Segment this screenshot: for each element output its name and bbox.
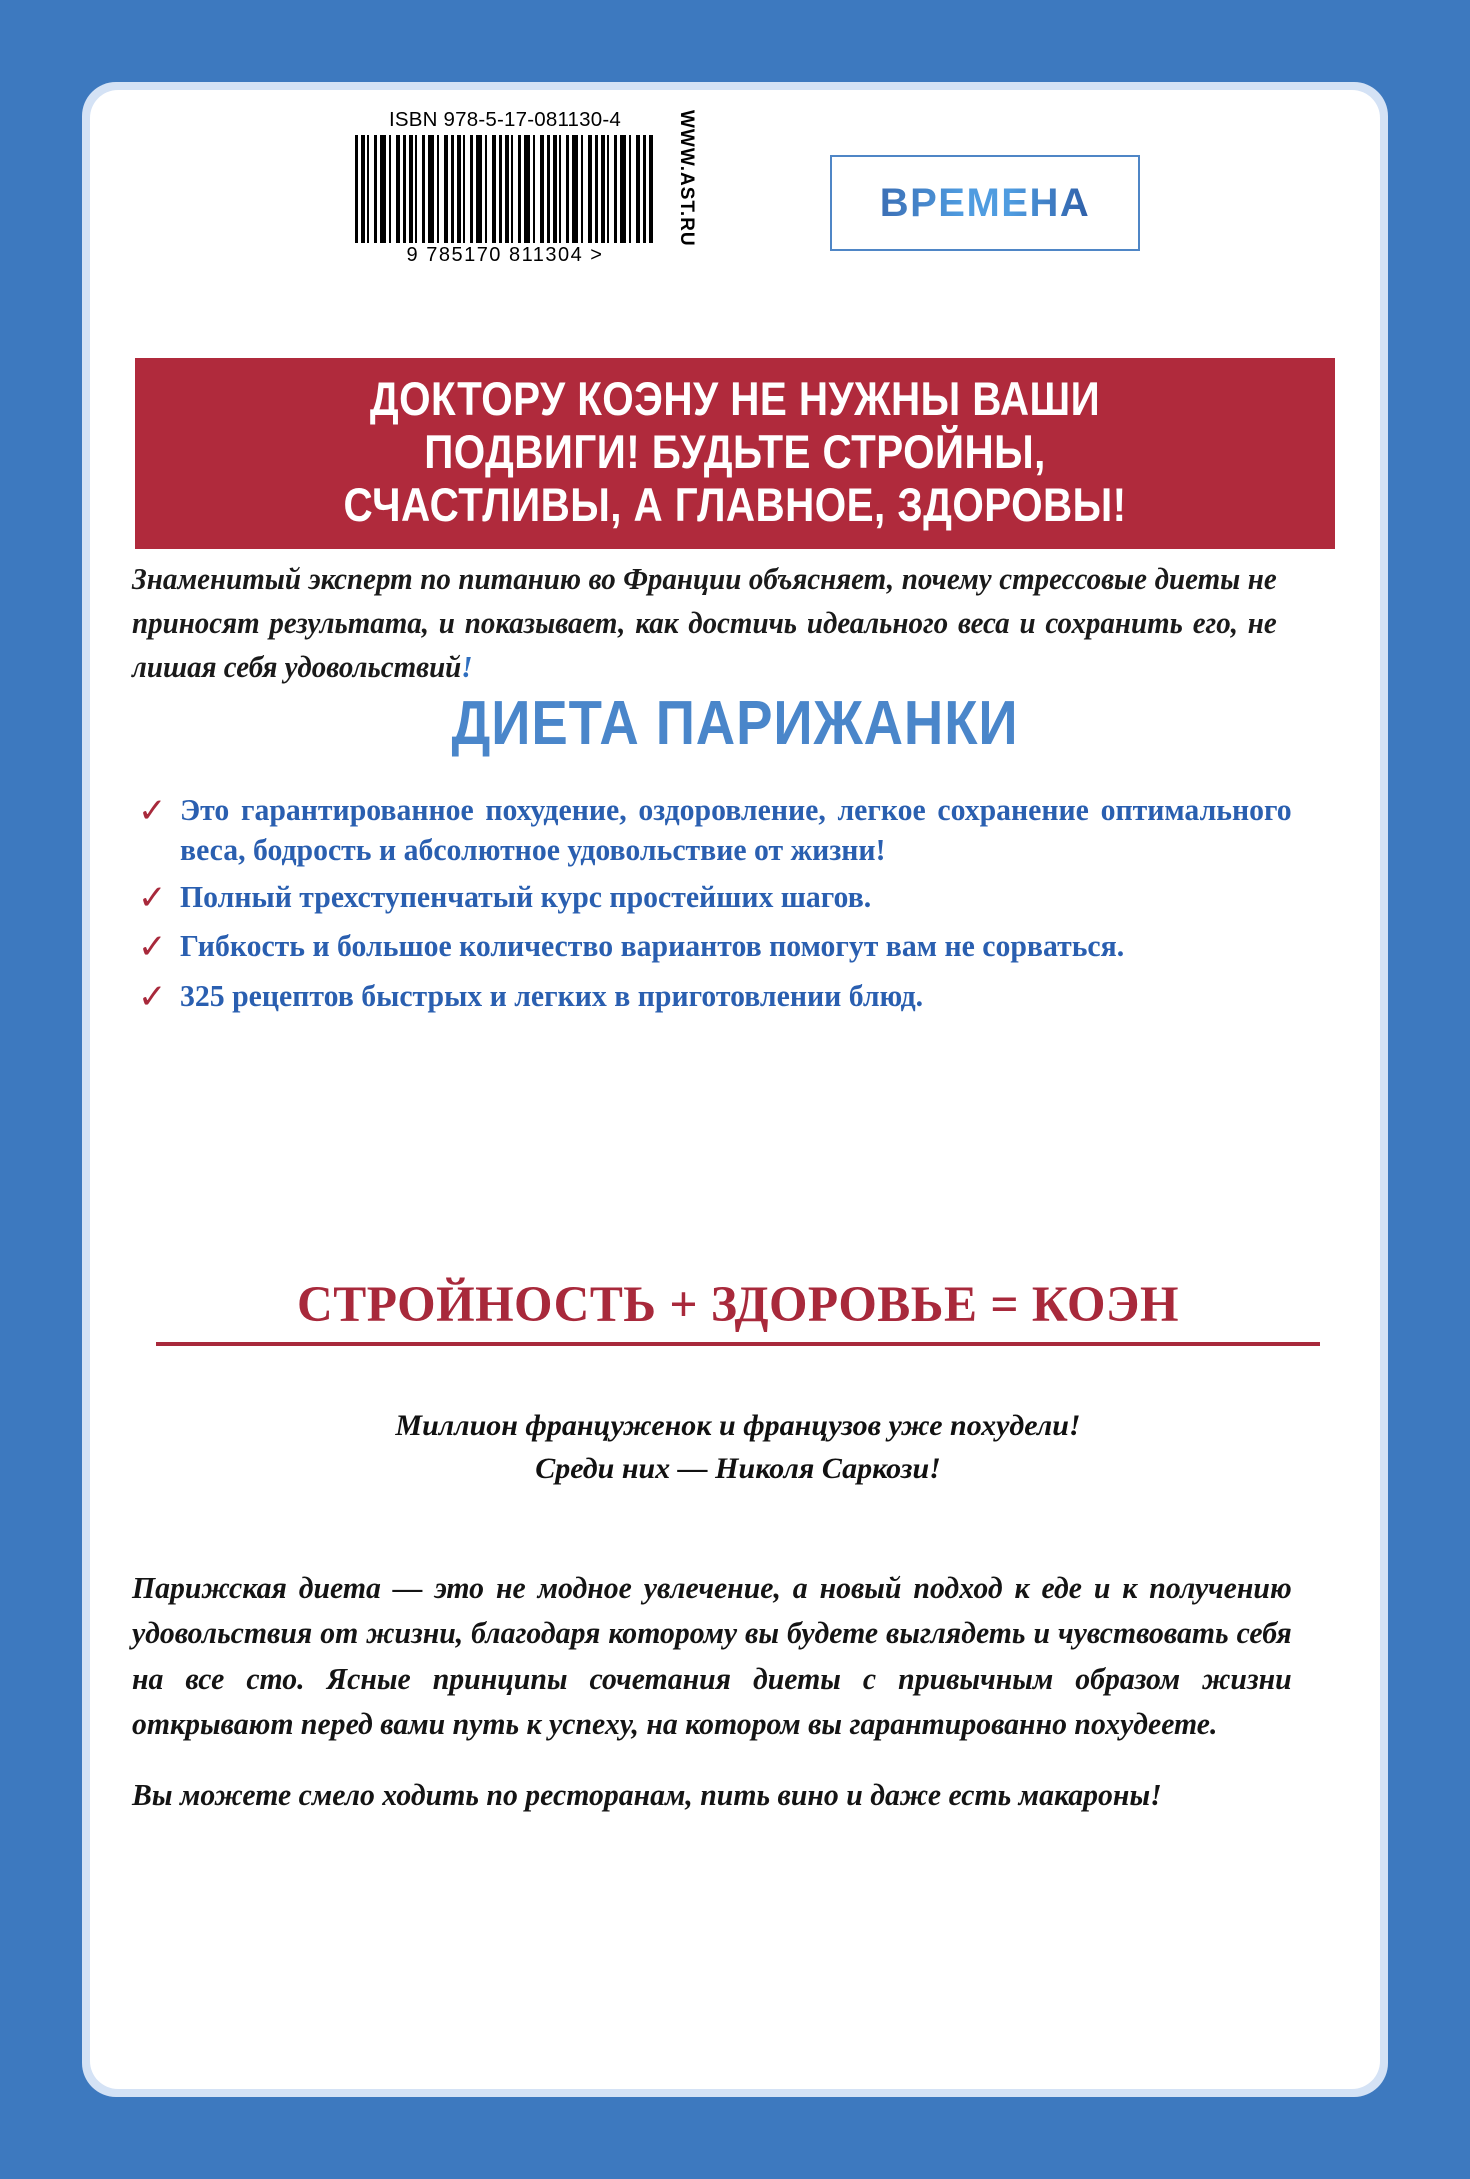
intro-exclamation: ! <box>461 649 473 684</box>
closing-text <box>132 1565 1340 1843</box>
barcode-digits: 9 785170 811304 > <box>406 244 604 266</box>
closing-paragraph-1: Парижская диета — это не модное увлечение, а новый подход к еде и к получению удовольствия от жизни, благодаря которому вы будете выглядеть и чувствовать себя на все сто. Ясные принципы сочетания диеты с привычным образом жизни открывают перед вами путь к успеху, на котором вы гарантированно похудеете. <box>132 1570 1292 1741</box>
check-icon: ✓ <box>138 877 167 918</box>
content-panel <box>90 90 1380 2089</box>
closing-paragraph-2: Вы можете смело ходить по ресторанам, пить вино и даже есть макароны! <box>132 1777 1162 1812</box>
list-item-label: Это гарантированное похудение, оздоровление, легкое сохранение оптимального веса, бодрость и абсолютное удовольствие от жизни! <box>180 792 1292 868</box>
list-item-label: Гибкость и большое количество вариантов помогут вам не сорваться. <box>180 928 1125 964</box>
list-item <box>138 926 1338 970</box>
list-item <box>138 790 1338 871</box>
endorsement-quote <box>138 1405 1338 1490</box>
publisher-name: ВРЕМЕНА <box>879 180 1091 225</box>
check-icon: ✓ <box>138 927 167 968</box>
publisher-logo-box <box>830 155 1140 251</box>
barcode-block <box>345 108 665 267</box>
isbn-label: ISBN 978-5-17-081130-4 <box>389 108 621 131</box>
slogan-line: СТРОЙНОСТЬ + ЗДОРОВЬЕ = КОЭН <box>156 1276 1320 1346</box>
top-row <box>90 90 1380 350</box>
list-item <box>138 976 1338 1020</box>
feature-list <box>138 790 1338 1025</box>
quote-line-1: Миллион француженок и французов уже похудели! <box>395 1409 1081 1442</box>
list-item-label: Полный трехступенчатый курс простейших шагов. <box>180 878 872 914</box>
check-icon: ✓ <box>138 791 167 831</box>
barcode-bars <box>355 135 655 243</box>
headline-banner <box>135 358 1335 549</box>
list-item-label: 325 рецептов быстрых и легких в приготовлении блюд. <box>180 977 924 1013</box>
publisher-url: WWW.AST.RU <box>676 110 697 247</box>
book-title: ДИЕТА ПАРИЖАНКИ <box>451 689 1019 758</box>
headline-line-2: ПОДВИГИ! БУДЬТЕ СТРОЙНЫ, <box>424 425 1046 479</box>
check-icon: ✓ <box>138 976 167 1017</box>
quote-line-2: Среди них — Николя Саркози! <box>535 1451 941 1485</box>
headline-line-3: СЧАСТЛИВЫ, А ГЛАВНОЕ, ЗДОРОВЫ! <box>343 478 1127 532</box>
intro-paragraph <box>132 558 1277 690</box>
list-item <box>138 877 1338 921</box>
intro-text: Знаменитый эксперт по питанию во Франции объясняет, почему стрессовые диеты не приносят результата, и показывает, как достичь идеального веса и сохранить его, не лишая себя удовольствий <box>132 562 1277 684</box>
headline-line-1: ДОКТОРУ КОЭНУ НЕ НУЖНЫ ВАШИ <box>369 372 1101 425</box>
